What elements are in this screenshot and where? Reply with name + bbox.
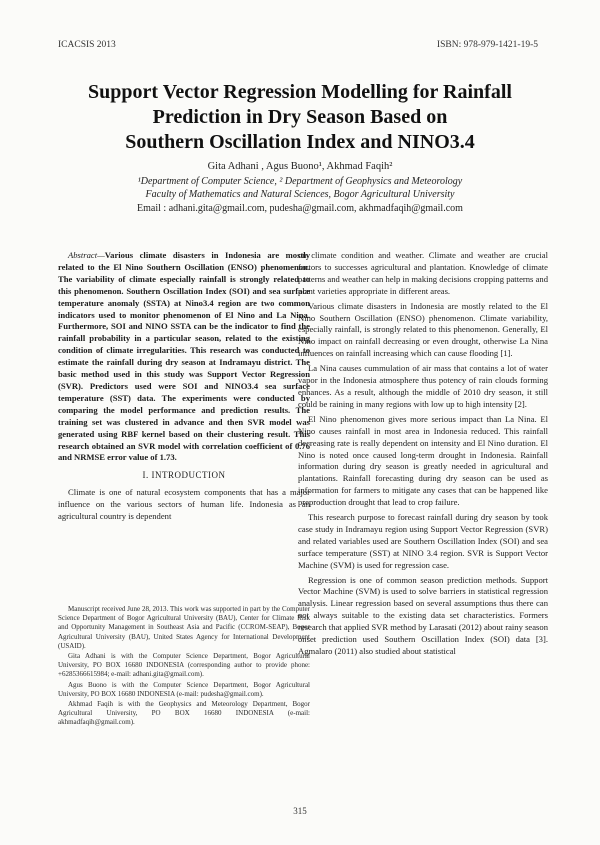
body-paragraph-1: on climate condition and weather. Climate and weather are crucial factors to successes agricultural and plantation. Knowledge of climate patterns and weather can help in making decisions cropping patterns and plant varieties appropriate in different areas.: [298, 250, 548, 296]
body-paragraph-3: La Nina causes cummulation of air mass that contains a lot of water vapor in the Indonesia atmosphere thus potency of rain clouds forming enhances. As a result, although the middle of 2010 dry season, it still could be raining in many regions with low up to high intensity [2].: [298, 363, 548, 409]
title-line-3: Southern Oscillation Index and NINO3.4: [125, 131, 475, 153]
footnote-author-2: Agus Buono is with the Computer Science Department, Bogor Agricultural University, PO BOX 16680 INDONESIA (e-mail: pudesha@gmail.com).: [58, 680, 310, 698]
body-paragraph-6: Regression is one of common season prediction methods. Support Vector Machine (SVM) is used to solve barriers in statistical regression analysis. Linear regression based on several assumptions thus there can not always suitable to the existing data set characteristics. Formers research that applied SVR method by Larasati (2012) about rainy season onset prediction used Southern Oscillation Index (SOI) data [3]. Agmalaro (2011) also studied about statistical: [298, 574, 548, 656]
body-paragraph-2: Various climate disasters in Indonesia are mostly related to the El Nino Southern Oscillation (ENSO) phenomenon. Climate variability, especially rainfall, is strongly related to this phenomenon. Generally, El Nino impact on rainfall decreasing or even drought, otherwise La Nina influences on rainfall increasing which can cause flooding [1].: [298, 300, 548, 359]
author-block: [60, 160, 540, 215]
author-emails: Email : adhani.gita@gmail.com, pudesha@gmail.com, akhmadfaqih@gmail.com: [137, 202, 463, 214]
affiliation-faculty: Faculty of Mathematics and Natural Sciences, Bogor Agricultural University: [145, 189, 455, 200]
abstract: [58, 250, 310, 464]
abstract-text: Various climate disasters in Indonesia are mostly related to the El Nino Southern Oscillation (ENSO) phenomenon. The variability of climate especially rainfall is strongly related to this phenomenon. Southern Oscillation Index (SOI) and sea surface temperature anomaly (SSTA) at Nino3.4 region are two common indicators used to monitor phenomenon of El Nino and La Nina. Furthermore, SOI and NINO SSTA can be the indicator to find the rainfall probability in a particular season, related to the existing condition of climate irregularities. This research was conducted to estimate the rainfall during dry season at Indramayu district. The basic method used in this study was Support Vector Regression (SVR). Predictors used were SOI and NINO3.4 sea surface temperature (SST) data. The experiments were conducted by comparing the model performance and prediction results. The training set was clustered in advance and then SVR model was generated using RBF kernel based on their clustering result. This research obtained an SVR model with correlation coefficient of 0.76 and NRMSE error value of 1.73.: [58, 250, 310, 463]
running-header: [58, 40, 538, 50]
left-column: [58, 250, 310, 526]
page-number: 315: [293, 806, 307, 816]
footnotes: [58, 605, 310, 729]
affiliation-departments: ¹Department of Computer Science, ² Department of Geophysics and Meteorology: [137, 175, 463, 187]
title-line-2: Prediction in Dry Season Based on: [152, 106, 448, 128]
body-paragraph-4: El Nino phenomenon gives more serious impact than La Nina. El Nino causes rainfall in most area in Indonesia reduced. This rainfall decreasing rate is really dependent on intensity and El Nino duration. El Nino is noted once caused long-term drought in Indonesia. Rainfall information during dry season is greatly needed in agricultural and plantations. Rainfall forecasting during dry season can be used as information for farmers to mitigate any cases that can be happened like preproduction drought that lead to crop failure.: [298, 413, 548, 508]
footnote-author-3: Akhmad Faqih is with the Geophysics and Meteorology Department, Bogor Agricultural University, PO BOX 16680 INDONESIA (e-mail: akhmadfaqih@gmail.com).: [58, 700, 310, 727]
footnote-author-1: Gita Adhani is with the Computer Science Department, Bogor Agricultural University, PO BOX 16680 INDONESIA (corresponding author to provide phone: +6285366615984; e-mail: adhani.gita@gmail.com).: [58, 652, 310, 679]
conference-name: ICACSIS 2013: [58, 40, 116, 50]
paper-title: [40, 80, 560, 155]
right-column: [298, 250, 548, 661]
footnote-manuscript: Manuscript received June 28, 2013. This work was supported in part by the Computer Science Department of Bogor Agricultural University (BAU), Center for Climate Risk and Opportunity Management in Southeast Asia and Pacific (CCROM-SEAP), Bogor Agricultural University (BAU), United States Agency for International Development (USAID).: [58, 605, 310, 650]
section-heading-introduction: I. INTRODUCTION: [142, 470, 226, 481]
author-names: Gita Adhani , Agus Buono¹, Akhmad Faqih²: [207, 161, 393, 172]
abstract-lead: Abstract—: [68, 250, 105, 260]
body-paragraph-5: This research purpose to forecast rainfall during dry season by took case study in Indramayu region using Support Vector Regression (SVR) and related variables used are Southern Oscillation Index (SOI) and sea surface temperature (SST) at NINO 3.4 region. SVR is Support Vector Machine (SVM) is used for regression case.: [298, 512, 548, 570]
intro-paragraph-1: Climate is one of natural ecosystem components that has a major influence on the various sectors of human life. Indonesia as an agricultural country is dependent: [58, 487, 310, 522]
isbn: ISBN: 978-979-1421-19-5: [436, 40, 538, 50]
title-line-1: Support Vector Regression Modelling for Rainfall: [88, 81, 512, 103]
